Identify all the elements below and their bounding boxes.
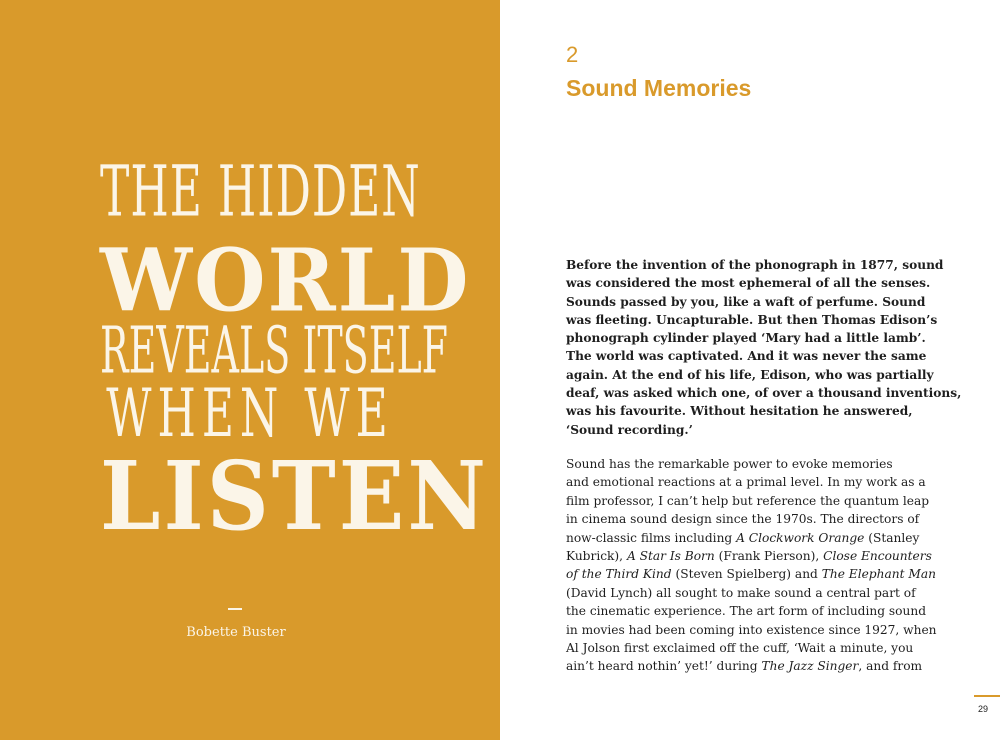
intro-line: Sounds passed by you, like a waft of perfume. Sound xyxy=(566,294,926,309)
quote-line: WHEN WE xyxy=(106,376,394,453)
text-run: the cinematic experience. The art form of including sound xyxy=(566,604,927,619)
intro-line: again. At the end of his life, Edison, who was partially xyxy=(566,367,934,382)
text-run: in cinema sound design since the 1970s. The directors of xyxy=(566,512,920,527)
text-run: (David Lynch) all sought to make sound a central part of xyxy=(566,585,916,600)
attribution-dash xyxy=(228,608,242,610)
chapter-number: 2 xyxy=(566,42,579,67)
body-paragraph xyxy=(566,455,936,676)
text-page xyxy=(500,0,1000,740)
intro-line: Before the invention of the phonograph in 1877, sound xyxy=(566,258,944,272)
quote-line: REVEALS ITSELF xyxy=(100,312,449,388)
text-run: Sound has the remarkable power to evoke memories xyxy=(566,457,893,471)
quote-line: WORLD xyxy=(100,230,471,332)
text-run: , and from xyxy=(858,659,923,674)
intro-line: ‘Sound recording.’ xyxy=(566,422,693,437)
intro-line: phonograph cylinder played ‘Mary had a little lamb’. xyxy=(566,331,926,346)
body-line xyxy=(566,621,936,639)
hand-lettered-quote xyxy=(100,150,489,553)
page-number-rule xyxy=(974,695,1000,697)
italic-title: The Jazz Singer xyxy=(761,659,859,674)
body-line xyxy=(566,639,936,657)
text-run: (Stanley xyxy=(864,530,920,545)
intro-line: was his favourite. Without hesitation he answered, xyxy=(566,404,913,419)
italic-title: The Elephant Man xyxy=(821,567,936,582)
italic-title: of the Third Kind xyxy=(566,567,672,582)
text-run: (Steven Spielberg) and xyxy=(671,567,822,582)
text-run: (Frank Pierson), xyxy=(714,549,824,564)
text-run: in movies had been coming into existence since 1927, when xyxy=(566,622,937,637)
intro-line: was fleeting. Uncapturable. But then Thomas Edison’s xyxy=(566,312,938,327)
text-run: Kubrick), xyxy=(566,549,627,564)
body-line xyxy=(566,547,936,565)
body-line xyxy=(566,584,936,602)
body-line xyxy=(566,602,936,620)
text-run: and emotional reactions at a primal level. In my work as a xyxy=(566,475,926,490)
page-number: 29 xyxy=(978,704,989,714)
intro-line: deaf, was asked which one, of over a thousand inventions, xyxy=(566,386,962,401)
body-line xyxy=(566,565,936,583)
intro-line: was considered the most ephemeral of all the senses. xyxy=(566,276,931,291)
body-line xyxy=(566,473,936,491)
italic-title: A Star Is Born xyxy=(626,549,715,564)
italic-title: A Clockwork Orange xyxy=(736,530,865,545)
intro-paragraph xyxy=(566,256,962,439)
intro-line: The world was captivated. And it was never the same xyxy=(566,349,927,364)
text-run: now-classic films including xyxy=(566,530,737,545)
quote-attribution: Bobette Buster xyxy=(186,625,286,640)
quote-line: LISTEN xyxy=(100,441,489,553)
text-run: Al Jolson first exclaimed off the cuff, ‘Wait a minute, you xyxy=(566,641,914,656)
chapter-title: Sound Memories xyxy=(566,75,752,101)
body-line xyxy=(566,657,936,675)
body-line xyxy=(566,455,936,473)
italic-title: Close Encounters xyxy=(823,549,932,564)
quote-line: THE HIDDEN xyxy=(100,151,421,234)
body-line xyxy=(566,492,936,510)
text-run: film professor, I can’t help but reference the quantum leap xyxy=(566,493,930,508)
body-line xyxy=(566,529,936,547)
body-line xyxy=(566,510,936,528)
text-run: ain’t heard nothin’ yet!’ during xyxy=(566,659,762,674)
